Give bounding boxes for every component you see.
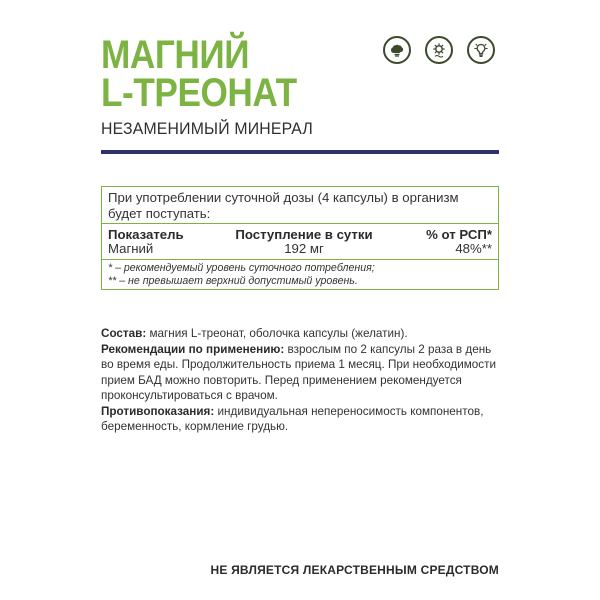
product-title <box>101 33 297 115</box>
footnote-rsp: * – рекомендуемый уровень суточного потребления; <box>108 262 375 274</box>
header-rsp: % от РСП* <box>426 227 492 242</box>
composition-label: Состав: <box>101 327 147 340</box>
header-indicator: Показатель <box>108 227 184 242</box>
nutrition-intro <box>108 190 459 222</box>
header-divider <box>101 150 499 154</box>
nutrition-intro-line-1: При употреблении суточной дозы (4 капсулы) в организм <box>108 190 459 205</box>
row-daily-intake: 192 мг <box>284 241 324 256</box>
product-subtitle: НЕЗАМЕНИМЫЙ МИНЕРАЛ <box>101 119 313 138</box>
footnote-limit: ** – не превышает верхний допустимый уровень. <box>108 275 358 287</box>
brain-icon <box>383 36 411 64</box>
title-line-1: МАГНИЙ <box>101 33 250 77</box>
product-description <box>101 326 501 435</box>
table-header-row <box>108 227 492 242</box>
table-divider-top <box>102 223 498 224</box>
recommendations-text: взрослым по 2 капсулы 2 раза в день во время еды. Продолжительность приема 1 месяц. При необходимости прием БАД можно повторить. Перед применением рекомендуется проконсультироваться с врачом. <box>101 342 496 402</box>
recommendations-paragraph <box>101 342 501 404</box>
row-rsp: 48%** <box>455 241 492 256</box>
composition-paragraph <box>101 326 501 342</box>
contraindications-paragraph <box>101 404 501 435</box>
nutrition-table <box>101 186 499 290</box>
title-line-2: L-ТРЕОНАТ <box>101 71 297 115</box>
table-row <box>108 241 492 256</box>
header-daily-intake: Поступление в сутки <box>235 227 373 242</box>
lightbulb-icon <box>467 36 495 64</box>
recommendations-label: Рекомендации по применению: <box>101 342 285 356</box>
contraindications-text: индивидуальная непереносимость компонентов, беременность, кормление грудью. <box>101 404 484 433</box>
row-indicator: Магний <box>108 241 154 256</box>
contraindications-label: Противопоказания: <box>101 404 215 418</box>
heart-health-icon <box>425 36 453 64</box>
table-divider-bottom <box>102 259 498 260</box>
nutrition-intro-line-2: будет поступать: <box>108 206 211 221</box>
composition-text: магния L-треонат, оболочка капсулы (желатин). <box>146 327 408 340</box>
disclaimer: НЕ ЯВЛЯЕТСЯ ЛЕКАРСТВЕННЫМ СРЕДСТВОМ <box>210 563 499 577</box>
